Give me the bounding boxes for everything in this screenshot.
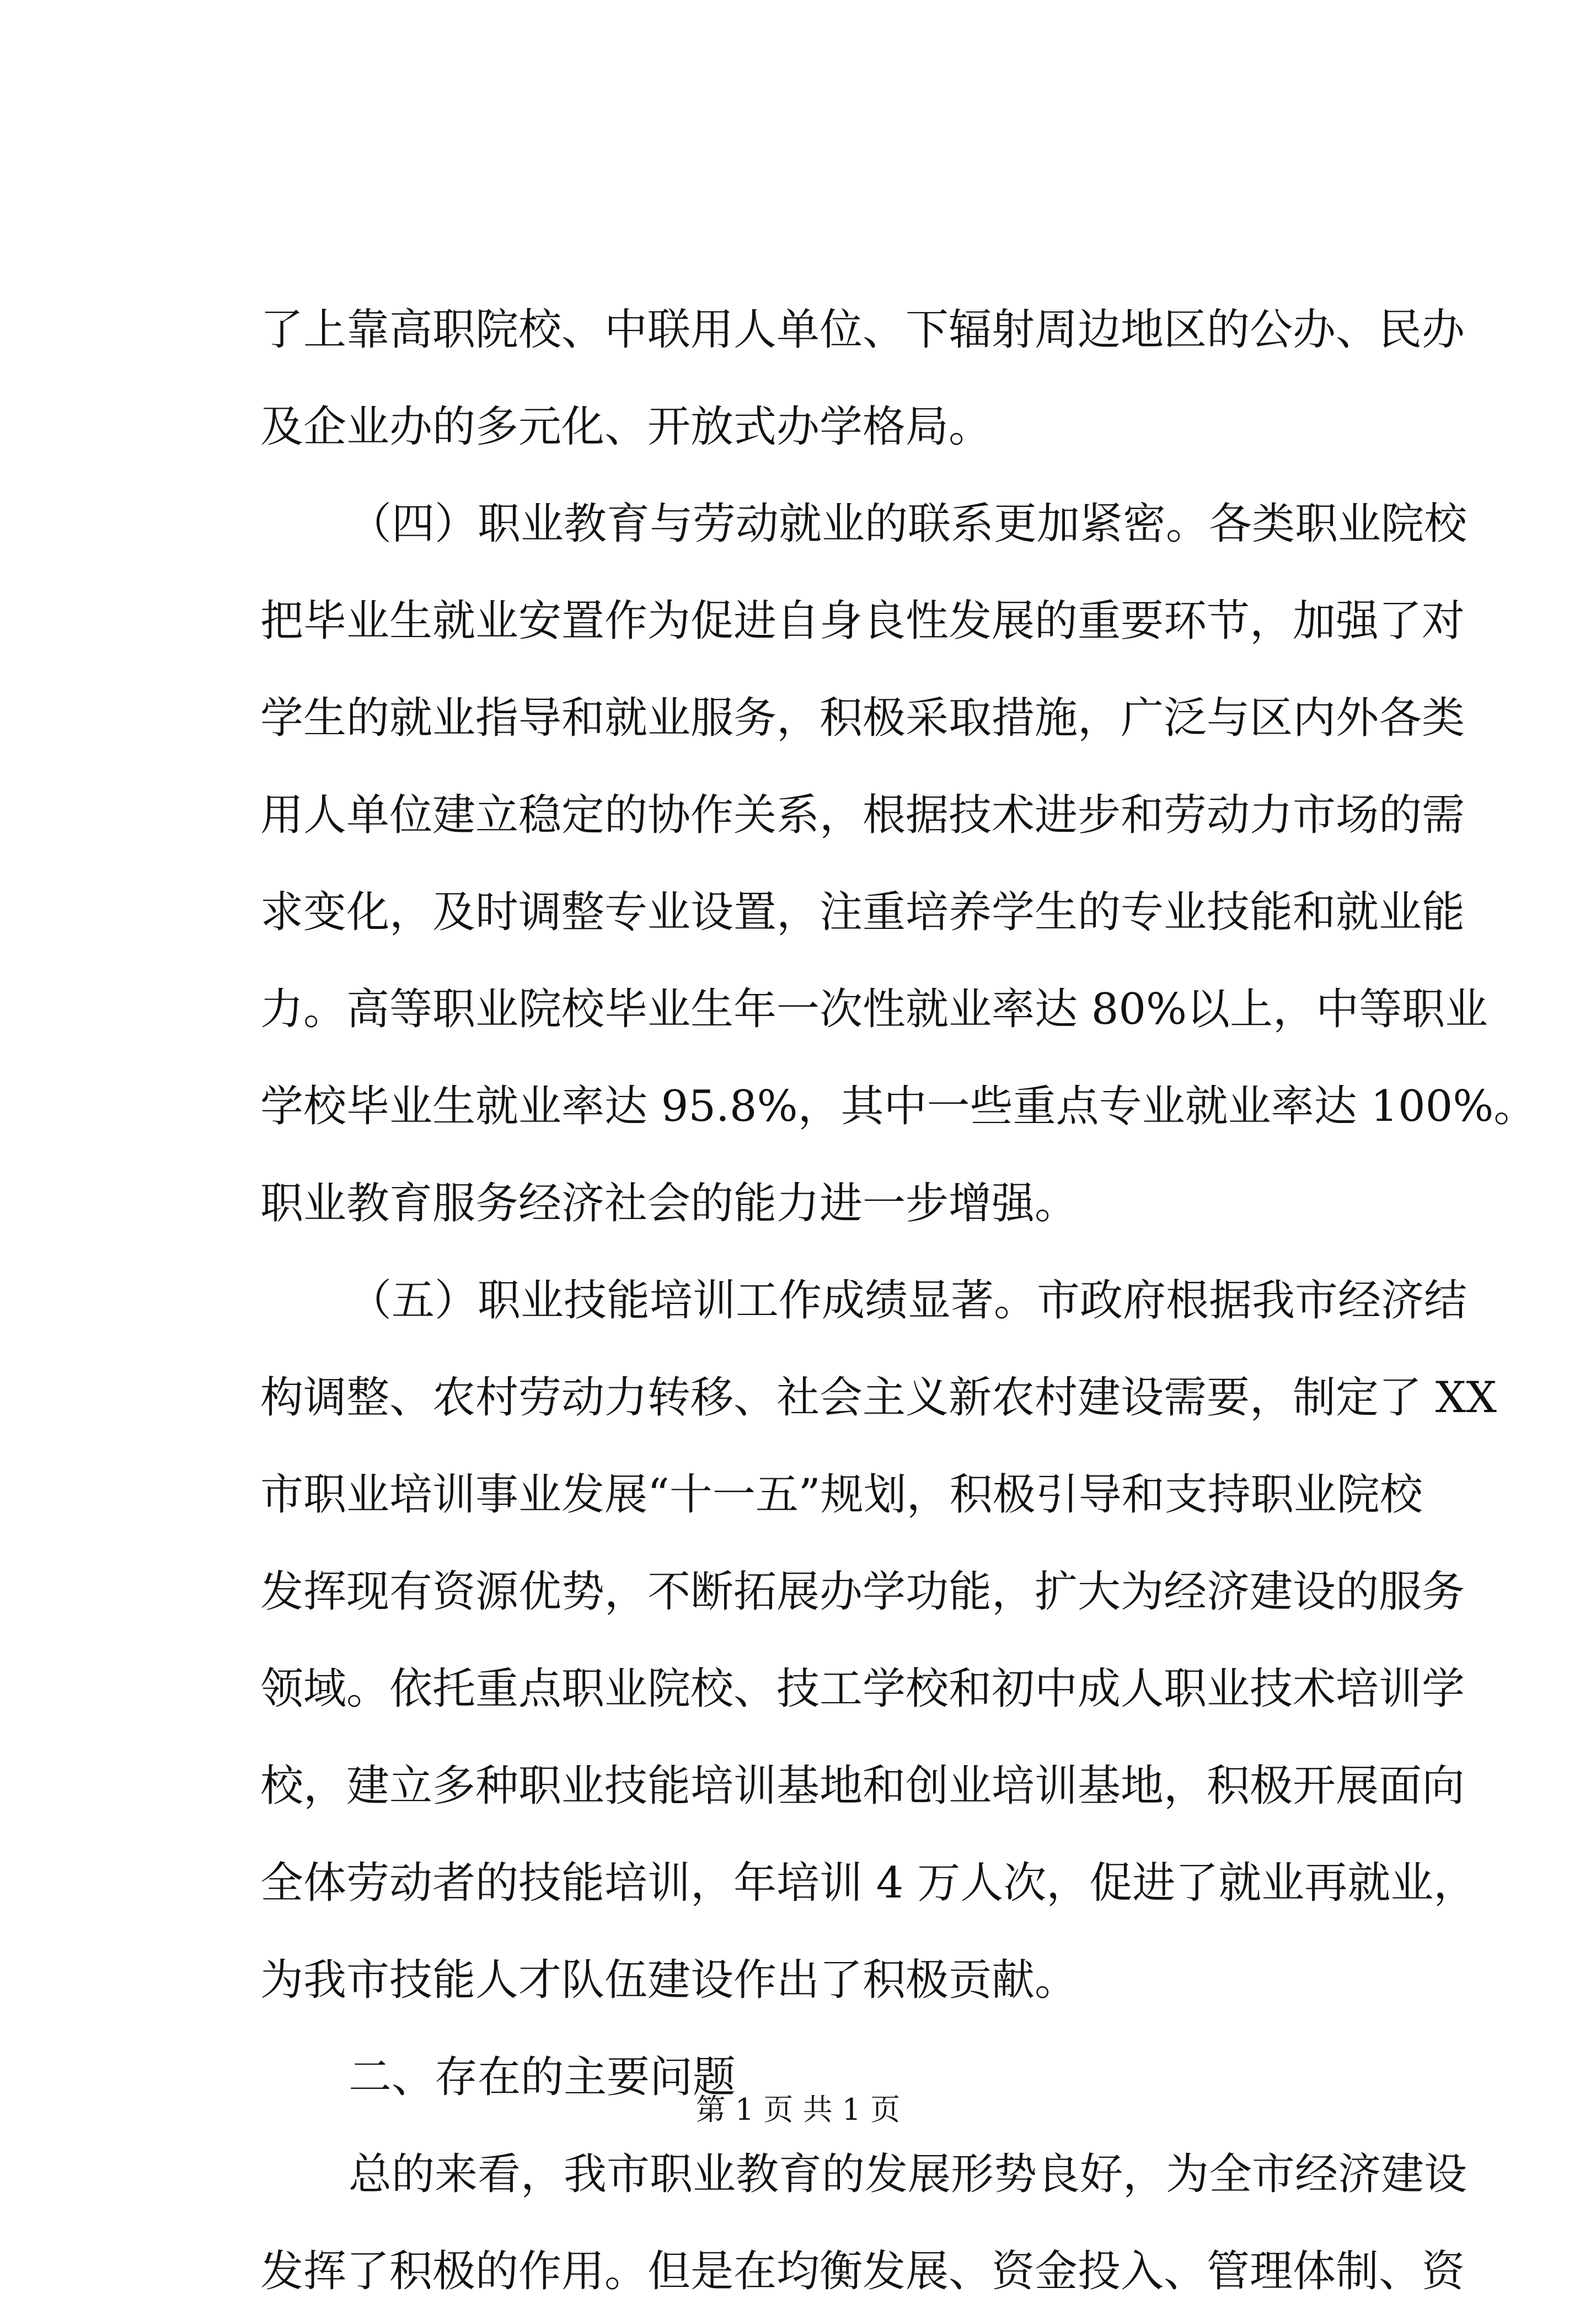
text-line: 及企业办的多元化、开放式办学格局。 xyxy=(260,402,992,452)
text-line: 把毕业生就业安置作为促进自身良性发展的重要环节，加强了对 xyxy=(260,596,1465,646)
text-line: 为我市技能人才队伍建设作出了积极贡献。 xyxy=(260,1955,1078,2005)
text-line: 学校毕业生就业率达 95.8%，其中一些重点专业就业率达 100%。 xyxy=(260,1082,1537,1131)
text-line: 求变化，及时调整专业设置，注重培养学生的专业技能和就业能 xyxy=(260,888,1465,937)
section-heading: 二、存在的主要问题 xyxy=(349,2052,736,2102)
text-line: 了上靠高职院校、中联用人单位、下辐射周边地区的公办、民办 xyxy=(260,305,1465,355)
text-line: 校，建立多种职业技能培训基地和创业培训基地，积极开展面向 xyxy=(260,1761,1465,1811)
paragraph-start-line: （五）职业技能培训工作成绩显著。市政府根据我市经济结 xyxy=(349,1276,1468,1325)
text-line: 发挥现有资源优势，不断拓展办学功能，扩大为经济建设的服务 xyxy=(260,1567,1465,1617)
paragraph-start-line: 总的来看，我市职业教育的发展形势良好，为全市经济建设 xyxy=(349,2150,1468,2199)
text-line: 发挥了积极的作用。但是在均衡发展、资金投入、管理体制、资 xyxy=(260,2247,1465,2296)
text-line: 构调整、农村劳动力转移、社会主义新农村建设需要，制定了 XX xyxy=(260,1373,1497,1423)
paragraph-start-line: （四）职业教育与劳动就业的联系更加紧密。各类职业院校 xyxy=(349,499,1468,549)
text-line: 领域。依托重点职业院校、技工学校和初中成人职业技术培训学 xyxy=(260,1664,1465,1714)
text-line: 职业教育服务经济社会的能力进一步增强。 xyxy=(260,1179,1078,1228)
text-line: 市职业培训事业发展“十一五”规划，积极引导和支持职业院校 xyxy=(260,1470,1423,1520)
page-number-label: 第 1 页 共 1 页 xyxy=(695,2092,901,2127)
text-line: 学生的就业指导和就业服务，积极采取措施，广泛与区内外各类 xyxy=(260,693,1465,743)
text-line: 力。高等职业院校毕业生年一次性就业率达 80%以上，中等职业 xyxy=(260,985,1488,1034)
text-line: 用人单位建立稳定的协作关系，根据技术进步和劳动力市场的需 xyxy=(260,790,1465,840)
document-body xyxy=(260,281,1537,2320)
page-footer xyxy=(0,2091,1596,2129)
text-line: 全体劳动者的技能培训，年培训 4 万人次，促进了就业再就业， xyxy=(260,1858,1477,1908)
